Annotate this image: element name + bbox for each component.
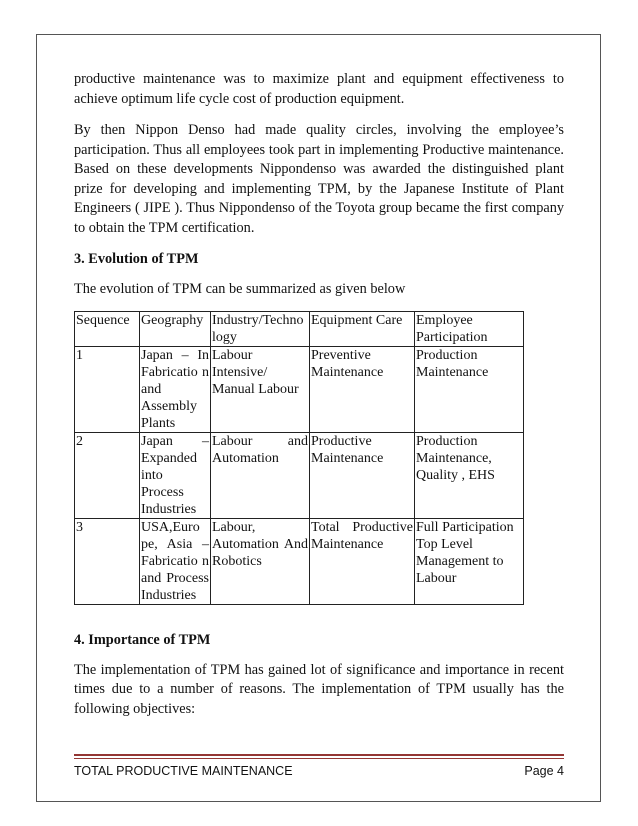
paragraph-intro: productive maintenance was to maximize plant and equipment effectiveness to achieve optimum life cycle cost of production equipment. [74,71,564,107]
footer-title: TOTAL PRODUCTIVE MAINTENANCE [74,764,293,778]
table-row [75,519,524,605]
importance-paragraph: The implementation of TPM has gained lot of significance and importance in recent times due to a number of reasons. The implementation of TPM usually has the following objectives: [74,661,564,717]
section-heading-importance: 4. Importance of TPM [74,632,211,648]
document-body [74,70,564,731]
table-row [75,347,524,433]
table-header-cell: Equipment Care [310,312,415,347]
table-cell: Labour and Automation [211,433,310,519]
table-cell: 1 [75,347,140,433]
table-cell: Labour, Automation And Robotics [211,519,310,605]
table-header-row [75,312,524,347]
table-cell: 3 [75,519,140,605]
evolution-intro: The evolution of TPM can be summarized as given below [74,280,406,297]
table-cell: Total Productive Maintenance [310,519,415,605]
table-cell: 2 [75,433,140,519]
table-header-cell: Industry/Techno logy [211,312,310,347]
footer-rule-thin [74,758,564,759]
page-number: Page 4 [524,764,564,778]
table-cell: Japan – In Fabricatio n and Assembly Plants [141,348,209,431]
table-header-cell: Employee Participation [415,312,524,347]
table-header-cell: Sequence [75,312,140,347]
table-header-cell: Geography [140,312,211,347]
table-cell: Productive Maintenance [310,433,415,519]
table-cell: USA,Euro pe, Asia – Fabricatio n and Process Industries [141,520,209,603]
paragraph-nippon-denso: By then Nippon Denso had made quality circles, involving the employee’s participation. Thus all employees took part in implementing Productive maintenance. Based on these developments Nippondenso was awarded the distinguished plant prize for developing and implementing TPM, by the Japanese Institute of Plant Engineers ( JIPE ). Thus Nippondenso of the Toyota group became the first company to obtain the TPM certification. [74,122,564,236]
table-cell: Full Participation Top Level Management to Labour [415,519,524,605]
footer-rule [74,754,564,756]
evolution-table [74,311,524,605]
table-cell: Production Maintenance, Quality , EHS [415,433,524,519]
table-cell: Labour Intensive/ Manual Labour [211,347,310,433]
section-heading-evolution: 3. Evolution of TPM [74,251,199,267]
table-cell: Japan – Expanded into Process Industries [141,434,209,517]
table-row [75,433,524,519]
table-cell: Preventive Maintenance [310,347,415,433]
table-cell: Production Maintenance [415,347,524,433]
